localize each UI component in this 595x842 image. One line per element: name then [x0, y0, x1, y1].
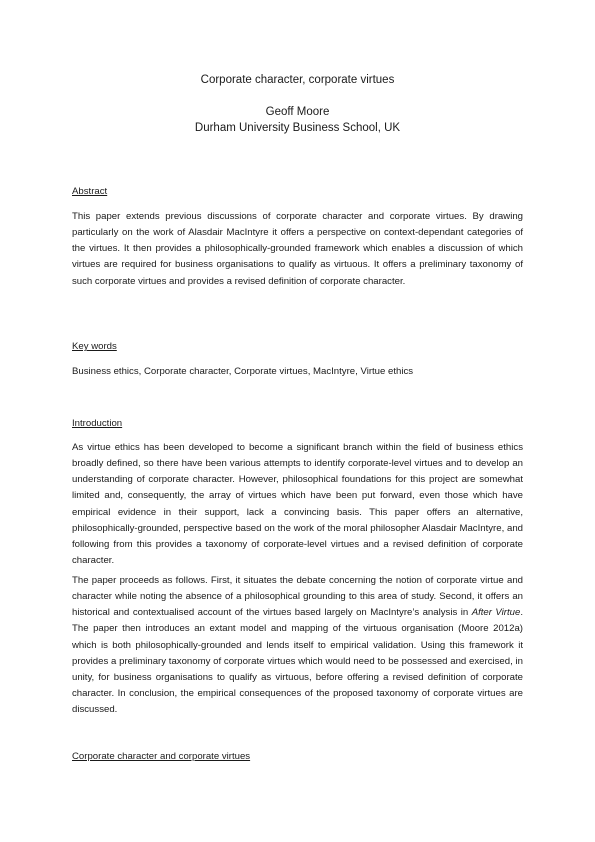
introduction-paragraph-2: [72, 573, 523, 718]
keywords-text: Business ethics, Corporate character, Corporate virtues, MacIntyre, Virtue ethics: [72, 366, 414, 377]
abstract-heading: Abstract: [72, 186, 108, 197]
section-heading-corporate-character: Corporate character and corporate virtues: [72, 751, 251, 762]
paragraph-2-text-a: The paper proceeds as follows. First, it situates the debate concerning the notion of corporate virtue and character while noting the absence of a philosophical grounding to this area of study. Second, it offers an historical and contextualised account of the virtues based largely on MacIntyre’s analysis in: [72, 575, 523, 619]
author-affiliation: Durham University Business School, UK: [194, 122, 401, 134]
paragraph-2-text-b: . The paper then introduces an extant model and mapping of the virtuous organisation (Moore 2012a) which is both philosophically-grounded and lends itself to empirical validation. Using this framework it provides a preliminary taxonomy of corporate virtues which would need to be possessed and exercised, in unity, for business organisations to qualify as virtuous, before offering a revised definition of corporate character. In conclusion, the empirical consequences of the proposed taxonomy of corporate virtues are discussed.: [72, 607, 523, 716]
abstract-text: This paper extends previous discussions of corporate character and corporate virtues. By drawing particularly on the work of Alasdair MacIntyre it offers a perspective on context-dependant categories of the virtues. It then provides a philosophically-grounded framework which enables a discussion of which virtues are required for business organisations to qualify as virtuous. It offers a preliminary taxonomy of such corporate virtues and provides a revised definition of corporate character.: [72, 211, 523, 287]
author-name: Geoff Moore: [265, 106, 330, 118]
introduction-heading: Introduction: [72, 418, 123, 429]
introduction-paragraph-1: As virtue ethics has been developed to become a significant branch within the field of business ethics broadly defined, so there have been various attempts to identify corporate-level virtues and to develop an understanding of corporate character. However, philosophical foundations for this project are somewhat limited and, consequently, the array of virtues which have been put forward, even those which have empirical evidence in their support, lack a convincing basis. This paper offers an alternative, philosophically-grounded, perspective based on the work of the moral philosopher Alasdair MacIntyre, and following from this provides a taxonomy of corporate-level virtues and a revised definition of corporate character.: [72, 442, 523, 567]
paper-title: Corporate character, corporate virtues: [200, 74, 395, 86]
book-title-after-virtue: After Virtue: [471, 607, 521, 619]
keywords-heading: Key words: [72, 341, 117, 352]
